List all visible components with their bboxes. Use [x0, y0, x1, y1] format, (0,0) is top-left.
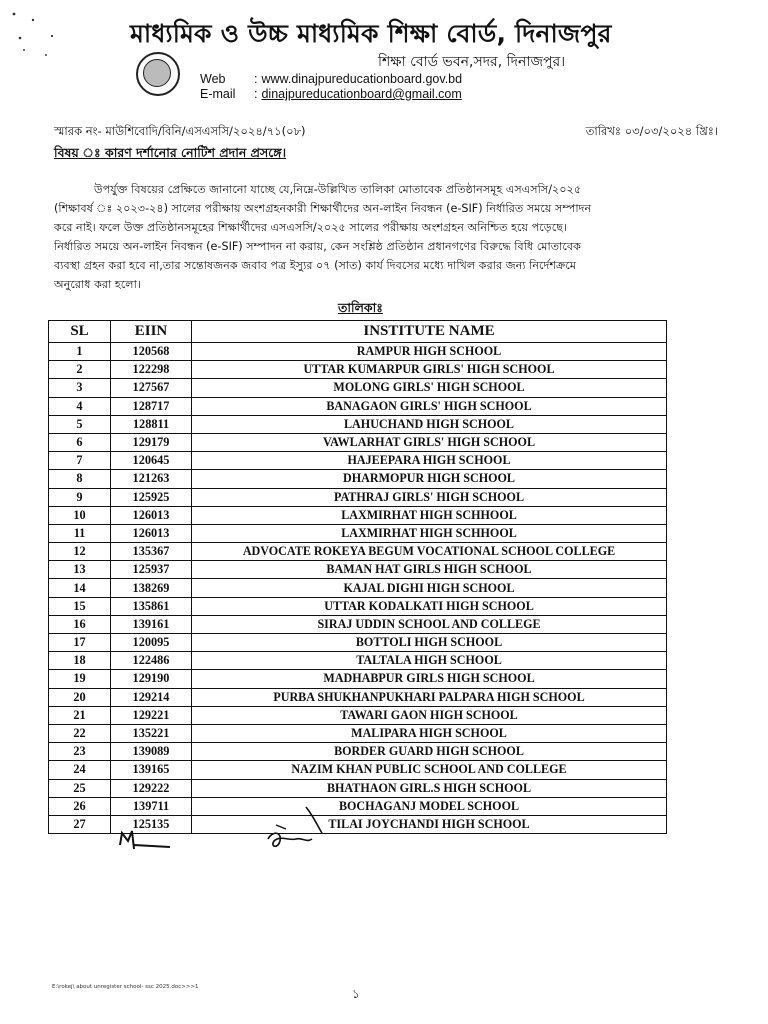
table-row: [49, 615, 667, 633]
web-link[interactable]: www.dinajpureducationboard.gov.bd: [261, 72, 463, 86]
row-institute-name: MOLONG GIRLS' HIGH SCHOOL: [192, 379, 667, 397]
row-institute-name: UTTAR KUMARPUR GIRLS' HIGH SCHOOL: [192, 361, 667, 379]
table-row: [49, 415, 667, 433]
row-eiin: 138269: [111, 579, 192, 597]
row-eiin: 129221: [111, 706, 192, 724]
row-eiin: 129190: [111, 670, 192, 688]
row-sl: 27: [49, 815, 111, 833]
notice-body: [54, 180, 718, 294]
email-row: [200, 87, 462, 102]
row-sl: 8: [49, 470, 111, 488]
row-eiin: 120095: [111, 634, 192, 652]
row-sl: 17: [49, 634, 111, 652]
row-institute-name: TILAI JOYCHANDI HIGH SCHOOL: [192, 815, 667, 833]
row-sl: 22: [49, 724, 111, 742]
row-sl: 16: [49, 615, 111, 633]
memo-date: তারিখঃ ০৩/০৩/২০২৪ খ্রিঃ।: [585, 124, 718, 138]
table-row: [49, 706, 667, 724]
row-eiin: 125925: [111, 488, 192, 506]
row-eiin: 125937: [111, 561, 192, 579]
row-sl: 1: [49, 343, 111, 361]
web-separator: :: [254, 72, 258, 86]
row-institute-name: BOCHAGANJ MODEL SCHOOL: [192, 797, 667, 815]
table-row: [49, 597, 667, 615]
table-row: [49, 543, 667, 561]
row-eiin: 139161: [111, 615, 192, 633]
row-eiin: 139089: [111, 743, 192, 761]
row-institute-name: MALIPARA HIGH SCHOOL: [192, 724, 667, 742]
row-sl: 19: [49, 670, 111, 688]
subject-line: বিষয় ঃ কারণ দর্শানোর নোটিশ প্রদান প্রসঙ্গে।: [54, 145, 287, 160]
table-row: [49, 670, 667, 688]
row-institute-name: DHARMOPUR HIGH SCHOOL: [192, 470, 667, 488]
row-eiin: 135861: [111, 597, 192, 615]
row-institute-name: LAXMIRHAT HIGH SCHHOOL: [192, 524, 667, 542]
row-institute-name: VAWLARHAT GIRLS' HIGH SCHOOL: [192, 433, 667, 451]
body-line: ব্যবস্থা গ্রহন করা হবে না,তার সন্তোষজনক জবাব পত্র ইস্যুর ০৭ (সাত) কার্য দিবসের মধ্যে দাখিল করার জন্য নির্দেশক্রমে: [54, 259, 577, 272]
row-eiin: 129222: [111, 779, 192, 797]
row-sl: 5: [49, 415, 111, 433]
row-eiin: 139165: [111, 761, 192, 779]
row-institute-name: PATHRAJ GIRLS' HIGH SCHOOL: [192, 488, 667, 506]
signature-marks: [100, 805, 360, 865]
table-row: [49, 361, 667, 379]
row-sl: 26: [49, 797, 111, 815]
row-sl: 25: [49, 779, 111, 797]
row-eiin: 139711: [111, 797, 192, 815]
row-eiin: 122298: [111, 361, 192, 379]
row-eiin: 129179: [111, 433, 192, 451]
table-row: [49, 688, 667, 706]
table-body: [49, 343, 667, 834]
memo-number: স্মারক নং- মাউশিবোদি/বিনি/এসএসসি/২০২৪/৭১(০৮): [54, 124, 306, 138]
row-sl: 23: [49, 743, 111, 761]
table-row: [49, 761, 667, 779]
row-institute-name: MADHABPUR GIRLS HIGH SCHOOL: [192, 670, 667, 688]
row-institute-name: HAJEEPARA HIGH SCHOOL: [192, 452, 667, 470]
table-row: [49, 379, 667, 397]
row-sl: 11: [49, 524, 111, 542]
table-row: [49, 561, 667, 579]
table-row: [49, 470, 667, 488]
row-institute-name: ADVOCATE ROKEYA BEGUM VOCATIONAL SCHOOL COLLEGE: [192, 543, 667, 561]
header-institute-name: INSTITUTE NAME: [192, 321, 667, 343]
table-header-row: [49, 321, 667, 343]
row-institute-name: NAZIM KHAN PUBLIC SCHOOL AND COLLEGE: [192, 761, 667, 779]
row-institute-name: KAJAL DIGHI HIGH SCHOOL: [192, 579, 667, 597]
table-row: [49, 433, 667, 451]
row-institute-name: TAWARI GAON HIGH SCHOOL: [192, 706, 667, 724]
body-line: উপর্যুক্ত বিষয়ের প্রেক্ষিতে জানানো যাচ্ছে যে,নিম্নে-উল্লিখিত তালিকা মোতাবেক প্রতিষ্ঠানসমূহ এসএসসি/২০২৫: [94, 183, 582, 196]
row-sl: 9: [49, 488, 111, 506]
table-row: [49, 743, 667, 761]
row-eiin: 125135: [111, 815, 192, 833]
reference-line: [54, 123, 718, 142]
table-caption: তালিকাঃ: [338, 300, 383, 315]
row-sl: 2: [49, 361, 111, 379]
row-institute-name: SIRAJ UDDIN SCHOOL AND COLLEGE: [192, 615, 667, 633]
row-institute-name: BORDER GUARD HIGH SCHOOL: [192, 743, 667, 761]
table-row: [49, 579, 667, 597]
row-eiin: 126013: [111, 506, 192, 524]
row-institute-name: PURBA SHUKHANPUKHARI PALPARA HIGH SCHOOL: [192, 688, 667, 706]
row-sl: 15: [49, 597, 111, 615]
row-institute-name: BAMAN HAT GIRLS HIGH SCHOOL: [192, 561, 667, 579]
email-separator: :: [254, 87, 258, 101]
institute-table: [48, 320, 667, 834]
row-eiin: 122486: [111, 652, 192, 670]
board-logo-emblem: [143, 59, 171, 87]
body-line: অনুরোধ করা হলো।: [54, 278, 141, 291]
web-label: Web: [200, 72, 226, 86]
body-line: করে নাই। ফলে উক্ত প্রতিষ্ঠানসমূহের শিক্ষার্থীদের এসএসসি/২০২৫ সালের পরীক্ষায় অংশগ্রহন অনিশ্চিত হয়ে পড়েছে।: [54, 221, 567, 234]
row-sl: 3: [49, 379, 111, 397]
row-eiin: 120568: [111, 343, 192, 361]
row-eiin: 121263: [111, 470, 192, 488]
body-line: (শিক্ষাবর্ষ ঃ ২০২৩-২৪) সালের পরীক্ষায় অংশগ্রহনকারী শিক্ষার্থীদের অন-লাইন নিবন্ধন (e-SIF) নির্ধারিত সময়ে সম্পাদন: [54, 202, 592, 215]
row-institute-name: BOTTOLI HIGH SCHOOL: [192, 634, 667, 652]
table-row: [49, 524, 667, 542]
row-eiin: 135367: [111, 543, 192, 561]
row-sl: 12: [49, 543, 111, 561]
table-row: [49, 452, 667, 470]
row-eiin: 128717: [111, 397, 192, 415]
page-number: ১: [352, 987, 360, 1001]
row-eiin: 128811: [111, 415, 192, 433]
row-institute-name: BANAGAON GIRLS' HIGH SCHOOL: [192, 397, 667, 415]
row-sl: 13: [49, 561, 111, 579]
email-label: E-mail: [200, 87, 236, 101]
row-sl: 20: [49, 688, 111, 706]
row-eiin: 129214: [111, 688, 192, 706]
table-row: [49, 343, 667, 361]
row-institute-name: TALTALA HIGH SCHOOL: [192, 652, 667, 670]
table-row: [49, 634, 667, 652]
web-row: [200, 72, 462, 87]
row-sl: 21: [49, 706, 111, 724]
row-sl: 18: [49, 652, 111, 670]
row-eiin: 127567: [111, 379, 192, 397]
row-sl: 14: [49, 579, 111, 597]
board-name: মাধ্যমিক ও উচ্চ মাধ্যমিক শিক্ষা বোর্ড, দিনাজপুর: [130, 19, 612, 48]
row-eiin: 120645: [111, 452, 192, 470]
table-row: [49, 506, 667, 524]
file-path-footer: E:\rokej\ about unregister school- ssc 2025.doc>>>1: [52, 984, 199, 990]
header-sl: SL: [49, 321, 111, 343]
table-row: [49, 724, 667, 742]
row-institute-name: BHATHAON GIRL.S HIGH SCHOOL: [192, 779, 667, 797]
body-line: নির্ধারিত সময়ে অন-লাইন নিবন্ধন (e-SIF) সম্পাদন না করায়, কেন সংশ্লিষ্ঠ প্রতিষ্ঠান প্রধানগণের বিরুদ্ধে বিধি মোতাবেক: [54, 240, 581, 253]
row-sl: 4: [49, 397, 111, 415]
row-sl: 7: [49, 452, 111, 470]
row-institute-name: LAXMIRHAT HIGH SCHHOOL: [192, 506, 667, 524]
row-sl: 6: [49, 433, 111, 451]
table-row: [49, 652, 667, 670]
table-row: [49, 488, 667, 506]
email-link[interactable]: dinajpureducationboard@gmail.com: [261, 87, 462, 101]
row-institute-name: RAMPUR HIGH SCHOOL: [192, 343, 667, 361]
board-address: শিক্ষা বোর্ড ভবন,সদর, দিনাজপুর।: [378, 54, 566, 70]
header-eiin: EIIN: [111, 321, 192, 343]
row-eiin: 135221: [111, 724, 192, 742]
board-logo: [136, 52, 180, 96]
table-row: [49, 397, 667, 415]
table-row: [49, 779, 667, 797]
contact-block: [200, 72, 462, 102]
row-institute-name: UTTAR KODALKATI HIGH SCHOOL: [192, 597, 667, 615]
row-institute-name: LAHUCHAND HIGH SCHOOL: [192, 415, 667, 433]
row-sl: 24: [49, 761, 111, 779]
row-eiin: 126013: [111, 524, 192, 542]
row-sl: 10: [49, 506, 111, 524]
